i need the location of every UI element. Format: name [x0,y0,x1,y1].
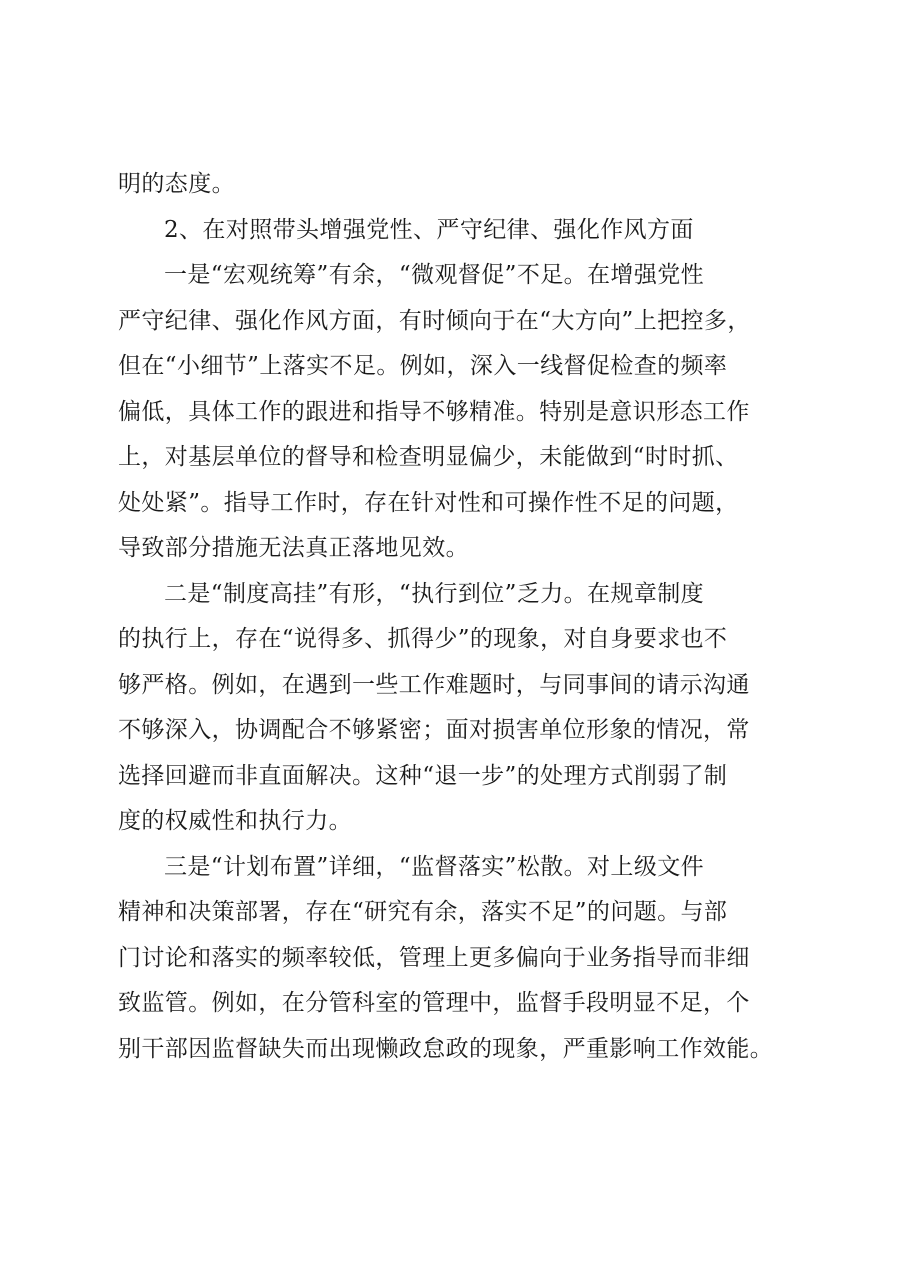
text-line: 处处紧”。指导工作时，存在针对性和可操作性不足的问题， [118,489,739,516]
text-line: 一是“宏观统筹”有余，“微观督促”不足。在增强党性 [164,262,705,288]
text-line: 导致部分措施无法真正落地见效。 [118,535,469,561]
text-line: 致监管。例如，在分管科室的管理中，监督手段明显不足，个 [118,990,750,1016]
text-line: 但在“小细节”上落实不足。例如，深入一线督促检查的频率 [118,353,728,379]
text-line: 精神和决策部署，存在“研究有余，落实不足”的问题。与部 [118,899,728,925]
body-text [118,162,818,1072]
text-line: 够严格。例如，在遇到一些工作难题时，与同事间的请示沟通 [118,671,750,698]
text-line: 度的权威性和执行力。 [118,808,352,834]
text-line: 明的态度。 [118,171,235,197]
section-heading: 2、在对照带头增强党性、严守纪律、强化作风方面 [164,216,694,243]
text-line: 三是“计划布置”详细，“监督落实”松散。对上级文件 [164,853,705,880]
text-line: 门讨论和落实的频率较低，管理上更多偏向于业务指导而非细 [118,944,750,971]
text-line: 二是“制度高挂”有形，“执行到位”乏力。在规章制度 [164,580,705,607]
text-line: 别干部因监督缺失而出现懒政怠政的现象，严重影响工作效能。 [118,1035,774,1062]
text-line: 不够深入，协调配合不够紧密；面对损害单位形象的情况，常 [118,717,750,743]
text-line: 严守纪律、强化作风方面，有时倾向于在“大方向”上把控多， [118,307,751,334]
text-line: 选择回避而非直面解决。这种“退一步”的处理方式削弱了制 [118,762,728,789]
text-line: 的执行上，存在“说得多、抓得少”的现象，对自身要求也不 [118,626,728,652]
text-line: 偏低，具体工作的跟进和指导不够精准。特别是意识形态工作 [118,398,750,425]
text-line: 上，对基层单位的督导和检查明显偏少，未能做到“时时抓、 [118,444,739,470]
